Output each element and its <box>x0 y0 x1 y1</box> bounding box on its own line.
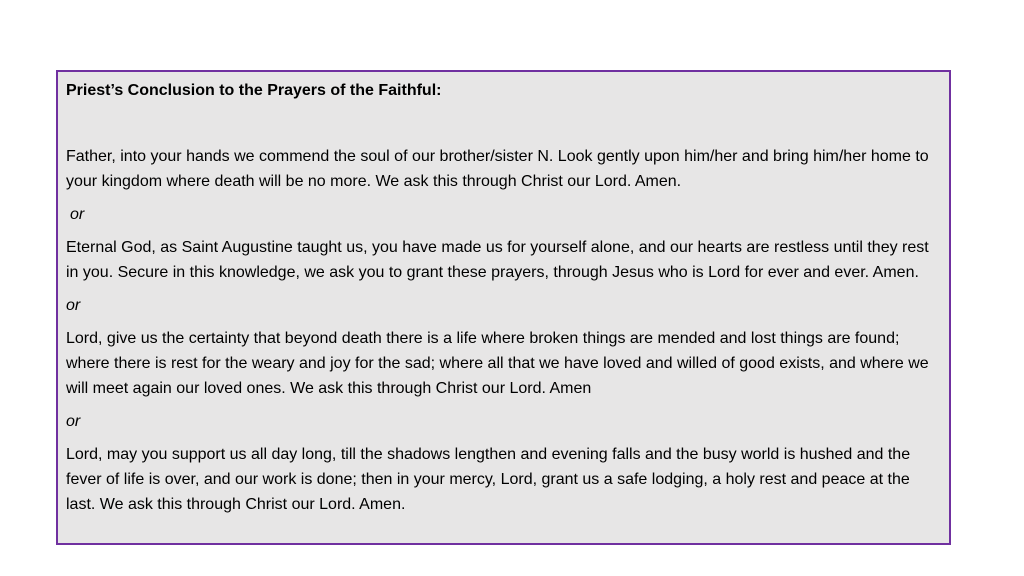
or-separator-2: or <box>66 297 81 314</box>
section-heading: Priest’s Conclusion to the Prayers of the Faithful: <box>66 82 442 99</box>
prayer-option-1: Father, into your hands we commend the soul of our brother/sister N. Look gently upon him/her and bring him/her home to your kingdom where death will be no more. We ask this through Christ our Lord. Amen. <box>66 148 929 190</box>
prayer-option-2: Eternal God, as Saint Augustine taught us, you have made us for yourself alone, and our hearts are restless until they rest in you. Secure in this knowledge, we ask you to grant these prayers, through Jesus who is Lord for ever and ever. Amen. <box>66 239 929 281</box>
or-separator-1: or <box>70 206 85 223</box>
prayer-option-4: Lord, may you support us all day long, till the shadows lengthen and evening falls and the busy world is hushed and the fever of life is over, and our work is done; then in your mercy, Lord, grant us a safe lodging, a holy rest and peace at the last. We ask this through Christ our Lord. Amen. <box>66 446 911 513</box>
prayers-content <box>66 78 942 517</box>
prayer-option-3: Lord, give us the certainty that beyond death there is a life where broken things are mended and lost things are found; where there is rest for the weary and joy for the sad; where all that we have loved and willed of good exists, and where we will meet again our loved ones. We ask this through Christ our Lord. Amen <box>66 330 929 397</box>
prayers-text-box <box>56 70 951 545</box>
or-separator-3: or <box>66 413 81 430</box>
